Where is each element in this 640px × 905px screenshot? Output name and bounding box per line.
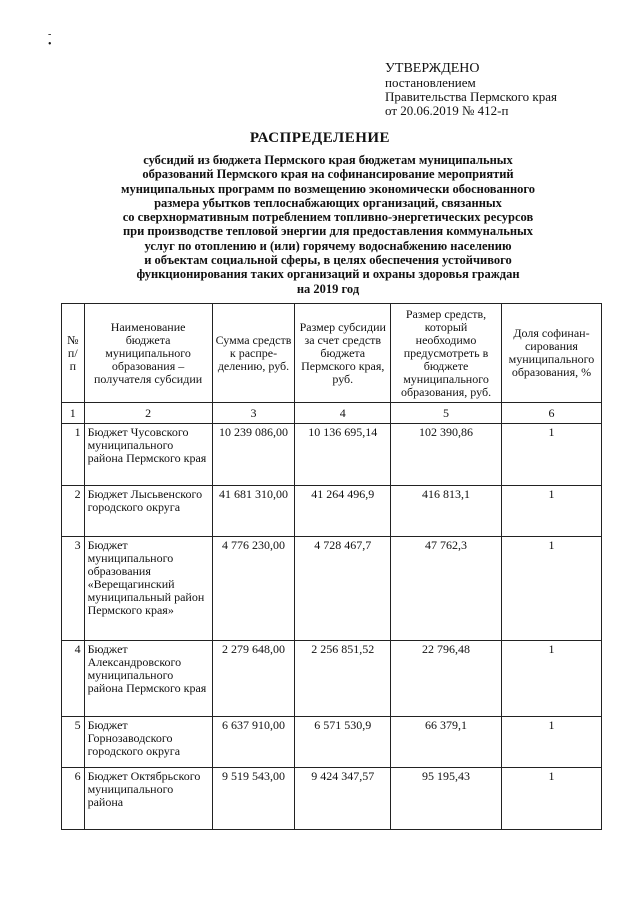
table-row bbox=[62, 486, 602, 537]
column-index: 2 bbox=[84, 403, 212, 424]
subtitle-line: и объектам социальной сферы, в целях обеспечения устойчивого bbox=[144, 253, 512, 268]
budget-name: Бюджет Горнозаводского городского округа bbox=[84, 717, 212, 768]
budget-name: Бюджет Октябрьского муниципального района bbox=[84, 768, 212, 830]
column-index: 4 bbox=[295, 403, 391, 424]
subtitle-line: услуг по отоплению и (или) горячему водоснабжению населению bbox=[144, 238, 512, 253]
cofinancing-share: 1 bbox=[501, 537, 601, 641]
budget-name: Бюджет Чусовского муниципального района Пермского края bbox=[84, 424, 212, 486]
margin-mark: • bbox=[48, 39, 52, 50]
header-local-funds: Размер средств, который необходимо предусмотреть в бюджете муниципального образования, руб. bbox=[391, 304, 502, 403]
subtitle-line: образований Пермского края на софинансирование мероприятий bbox=[142, 167, 514, 182]
local-funds: 66 379,1 bbox=[391, 717, 502, 768]
total-amount: 41 681 310,00 bbox=[212, 486, 295, 537]
budget-name: Бюджет Лысьвенского городского округа bbox=[84, 486, 212, 537]
row-number: 3 bbox=[62, 537, 85, 641]
regional-subsidy: 41 264 496,9 bbox=[295, 486, 391, 537]
header-budget-name: Наименование бюджета муниципального образования – получателя субсидии bbox=[84, 304, 212, 403]
approval-heading: УТВЕРЖДЕНО bbox=[385, 61, 480, 76]
header-regional-subsidy: Размер субсидии за счет средств бюджета Пермского края, руб. bbox=[295, 304, 391, 403]
column-index: 3 bbox=[212, 403, 295, 424]
table-row bbox=[62, 424, 602, 486]
regional-subsidy: 2 256 851,52 bbox=[295, 641, 391, 717]
row-number: 4 bbox=[62, 641, 85, 717]
regional-subsidy: 6 571 530,9 bbox=[295, 717, 391, 768]
row-number: 6 bbox=[62, 768, 85, 830]
subtitle-line: муниципальных программ по возмещению экономически обоснованного bbox=[120, 181, 536, 196]
header-cofinancing-share: Доля софинан-сирования муниципального образования, % bbox=[501, 304, 601, 403]
subtitle-line: функционирования таких организаций и охраны здоровья граждан bbox=[136, 267, 520, 282]
table-row bbox=[62, 641, 602, 717]
subtitle-line: размера убытков теплоснабжающих организаций, связанных bbox=[154, 195, 502, 210]
total-amount: 9 519 543,00 bbox=[212, 768, 295, 830]
header-total-amount: Сумма средств к распре-делению, руб. bbox=[212, 304, 295, 403]
total-amount: 4 776 230,00 bbox=[212, 537, 295, 641]
row-number: 5 bbox=[62, 717, 85, 768]
budget-name: Бюджет муниципального образования «Верещагинский муниципальный район Пермского края» bbox=[84, 537, 212, 641]
subtitle-line: при производстве тепловой энергии для предоставления коммунальных bbox=[122, 224, 534, 239]
budget-name: Бюджет Александровского муниципального района Пермского края bbox=[84, 641, 212, 717]
cofinancing-share: 1 bbox=[501, 717, 601, 768]
cofinancing-share: 1 bbox=[501, 424, 601, 486]
approval-line: Правительства Пермского края bbox=[385, 89, 557, 104]
approval-line: постановлением bbox=[385, 75, 476, 90]
total-amount: 10 239 086,00 bbox=[212, 424, 295, 486]
regional-subsidy: 10 136 695,14 bbox=[295, 424, 391, 486]
regional-subsidy: 4 728 467,7 bbox=[295, 537, 391, 641]
regional-subsidy: 9 424 347,57 bbox=[295, 768, 391, 830]
column-index: 1 bbox=[62, 403, 85, 424]
approval-date: от 20.06.2019 № 412-п bbox=[385, 103, 509, 118]
column-index-row bbox=[62, 403, 602, 424]
column-index: 5 bbox=[391, 403, 502, 424]
row-number: 1 bbox=[62, 424, 85, 486]
total-amount: 6 637 910,00 bbox=[212, 717, 295, 768]
local-funds: 47 762,3 bbox=[391, 537, 502, 641]
cofinancing-share: 1 bbox=[501, 486, 601, 537]
table-row bbox=[62, 537, 602, 641]
table-row bbox=[62, 717, 602, 768]
local-funds: 95 195,43 bbox=[391, 768, 502, 830]
cofinancing-share: 1 bbox=[501, 641, 601, 717]
header-number: № п/п bbox=[62, 304, 85, 403]
subtitle-line: на 2019 год bbox=[296, 281, 360, 296]
local-funds: 416 813,1 bbox=[391, 486, 502, 537]
margin-mark: - bbox=[48, 29, 52, 40]
distribution-table bbox=[61, 303, 602, 830]
row-number: 2 bbox=[62, 486, 85, 537]
total-amount: 2 279 648,00 bbox=[212, 641, 295, 717]
table-row bbox=[62, 768, 602, 830]
subtitle-line: со сверхнормативным потреблением топливно-энергетических ресурсов bbox=[122, 210, 534, 225]
approval-stamp bbox=[385, 62, 557, 118]
cofinancing-share: 1 bbox=[501, 768, 601, 830]
margin-marks bbox=[48, 30, 52, 50]
document-subtitle bbox=[84, 153, 572, 296]
column-index: 6 bbox=[501, 403, 601, 424]
table-header-row bbox=[62, 304, 602, 403]
local-funds: 22 796,48 bbox=[391, 641, 502, 717]
local-funds: 102 390,86 bbox=[391, 424, 502, 486]
subtitle-line: субсидий из бюджета Пермского края бюджетам муниципальных bbox=[143, 153, 513, 167]
document-title: РАСПРЕДЕЛЕНИЕ bbox=[249, 130, 391, 146]
